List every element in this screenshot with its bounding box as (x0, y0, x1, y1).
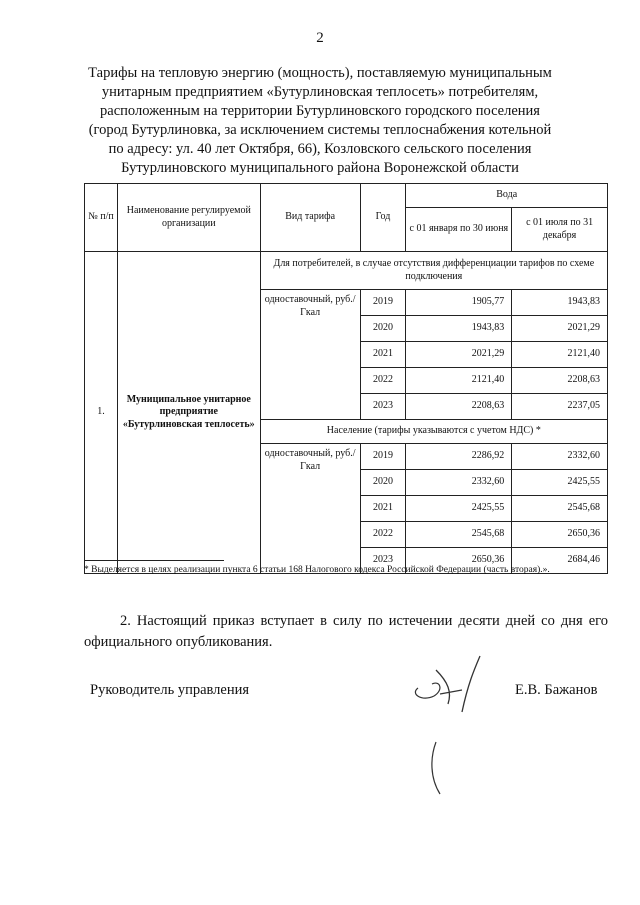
year-cell: 2022 (360, 368, 406, 394)
year-cell: 2019 (360, 290, 406, 316)
value-cell: 2332,60 (406, 470, 512, 496)
tariff-table (84, 183, 608, 574)
header-tariff-type: Вид тарифа (260, 184, 360, 252)
value-cell: 2208,63 (406, 394, 512, 420)
section-title: Для потребителей, в случае отсутствия дифференциации тарифов по схеме подключения (260, 252, 607, 290)
year-cell: 2020 (360, 470, 406, 496)
value-cell: 2237,05 (512, 394, 608, 420)
value-cell: 2425,55 (406, 496, 512, 522)
header-num: № п/п (85, 184, 118, 252)
document-title: Тарифы на тепловую энергию (мощность), поставляемую муниципальным унитарным предприятием «Бутурлиновская теплосеть» потребителям, расположенным на территории Бутурлиновского городского поселения (город Бутурлиновка, за исключением системы теплоснабжения котельной по адресу: ул. 40 лет Октября, 66), Козловского сельского поселения Бутурлиновского муниципального района Воронежской области (88, 65, 552, 176)
value-cell: 2650,36 (406, 548, 512, 574)
header-organization: Наименование регулируемой организации (117, 184, 260, 252)
year-cell: 2022 (360, 522, 406, 548)
year-cell: 2020 (360, 316, 406, 342)
year-cell: 2023 (360, 548, 406, 574)
year-cell: 2021 (360, 342, 406, 368)
effective-date-paragraph: 2. Настоящий приказ вступает в силу по истечении десяти дней со дня его официального опубликования. (84, 613, 608, 650)
footnote: * Выделяется в целях реализации пункта 6 статьи 168 Налогового кодекса Российской Федерации (часть вторая).». (84, 565, 550, 575)
header-water: Вода (406, 184, 608, 208)
value-cell: 2121,40 (512, 342, 608, 368)
footnote-divider (84, 560, 224, 561)
value-cell: 2650,36 (512, 522, 608, 548)
value-cell: 2121,40 (406, 368, 512, 394)
value-cell: 2425,55 (512, 470, 608, 496)
header-period-2: с 01 июля по 31 декабря (512, 208, 608, 252)
value-cell: 2545,68 (406, 522, 512, 548)
value-cell: 1943,83 (512, 290, 608, 316)
value-cell: 1943,83 (406, 316, 512, 342)
header-period-1: с 01 января по 30 июня (406, 208, 512, 252)
year-cell: 2023 (360, 394, 406, 420)
value-cell: 2286,92 (406, 444, 512, 470)
signatory-role: Руководитель управления (90, 682, 250, 698)
year-cell: 2021 (360, 496, 406, 522)
tariff-type: одноставочный, руб./Гкал (260, 290, 360, 420)
handwritten-signature (400, 650, 510, 800)
value-cell: 2545,68 (512, 496, 608, 522)
header-year: Год (360, 184, 406, 252)
value-cell: 2332,60 (512, 444, 608, 470)
year-cell: 2019 (360, 444, 406, 470)
signatory-name: Е.В. Бажанов (515, 682, 598, 698)
section-title: Население (тарифы указываются с учетом НДС) * (260, 420, 607, 444)
tariff-type: одноставочный, руб./Гкал (260, 444, 360, 574)
page-number: 2 (316, 30, 324, 46)
value-cell: 2208,63 (512, 368, 608, 394)
value-cell: 1905,77 (406, 290, 512, 316)
organization-name: Муниципальное унитарное предприятие «Бутурлиновская теплосеть» (117, 252, 260, 574)
row-number: 1. (85, 252, 118, 574)
value-cell: 2021,29 (406, 342, 512, 368)
value-cell: 2684,46 (512, 548, 608, 574)
value-cell: 2021,29 (512, 316, 608, 342)
